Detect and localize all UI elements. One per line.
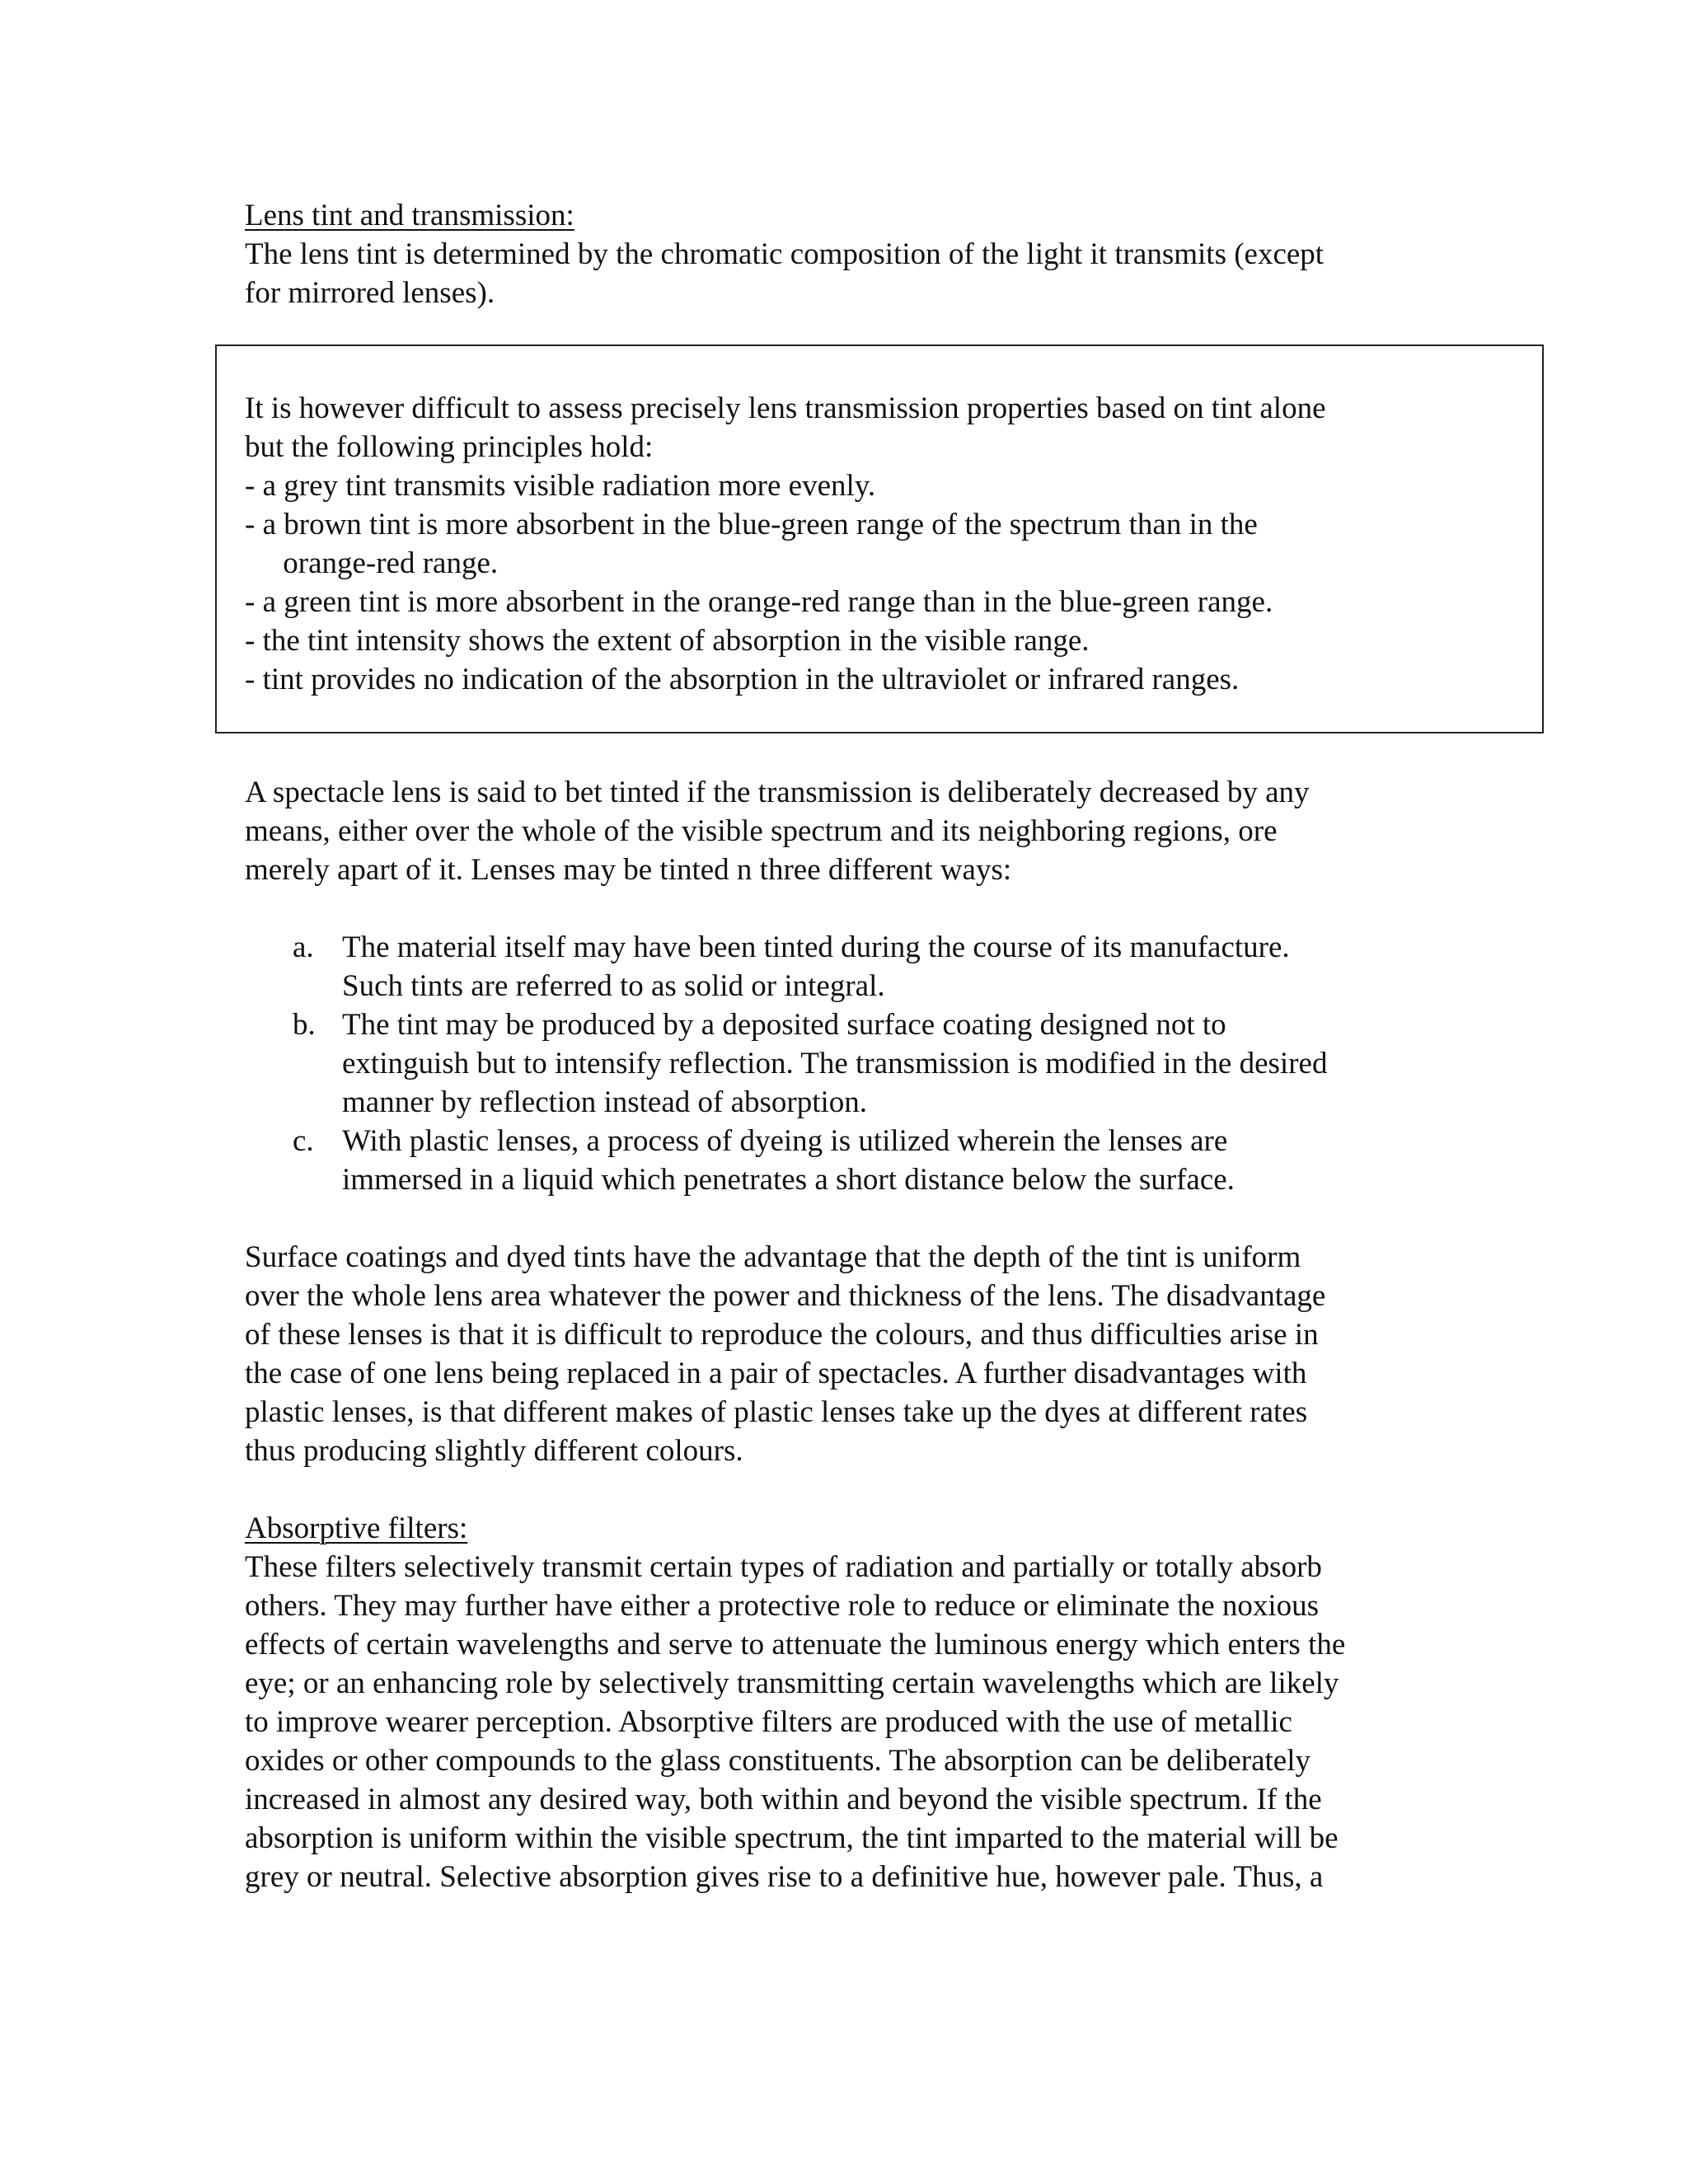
principle-item: - tint provides no indication of the absorption in the ultraviolet or infrared ranges. (245, 663, 1240, 696)
text-line: A spectacle lens is said to bet tinted if the transmission is deliberately decreased by any (245, 776, 1310, 809)
text-line: Surface coatings and dyed tints have the advantage that the depth of the tint is uniform (245, 1240, 1301, 1274)
text-line: others. They may further have either a protective role to reduce or eliminate the noxious (245, 1589, 1320, 1623)
text-line: The lens tint is determined by the chromatic composition of the light it transmits (except (245, 237, 1325, 271)
box-text-line: It is however difficult to assess precisely lens transmission properties based on tint alone (245, 391, 1326, 425)
text-line: to improve wearer perception. Absorptive filters are produced with the use of metallic (245, 1705, 1292, 1739)
list-item-text: extinguish but to intensify reflection. The transmission is modified in the desired (342, 1047, 1328, 1080)
list-item-text: The material itself may have been tinted during the course of its manufacture. (342, 930, 1290, 964)
principle-item: - a grey tint transmits visible radiation more evenly. (245, 469, 876, 503)
list-marker-a: a. (293, 930, 314, 964)
text-line: grey or neutral. Selective absorption gives rise to a definitive hue, however pale. Thus, a (245, 1860, 1324, 1894)
text-line: the case of one lens being replaced in a pair of spectacles. A further disadvantages with (245, 1357, 1307, 1390)
principle-item: - a green tint is more absorbent in the orange-red range than in the blue-green range. (245, 585, 1273, 619)
list-item-text: With plastic lenses, a process of dyeing is utilized wherein the lenses are (342, 1124, 1228, 1158)
section-heading-lens-tint: Lens tint and transmission: (245, 199, 574, 232)
text-line: plastic lenses, is that different makes of plastic lenses take up the dyes at different rates (245, 1395, 1308, 1429)
principle-item: - a brown tint is more absorbent in the blue-green range of the spectrum than in the (245, 508, 1258, 541)
text-line: effects of certain wavelengths and serve to attenuate the luminous energy which enters the (245, 1628, 1346, 1661)
list-item-text: immersed in a liquid which penetrates a short distance below the surface. (342, 1163, 1235, 1197)
principle-item: - the tint intensity shows the extent of absorption in the visible range. (245, 624, 1090, 658)
list-marker-b: b. (293, 1008, 316, 1042)
text-line: eye; or an enhancing role by selectively transmitting certain wavelengths which are likely (245, 1666, 1339, 1700)
text-line: These filters selectively transmit certain types of radiation and partially or totally absorb (245, 1550, 1322, 1584)
box-text-line: but the following principles hold: (245, 430, 654, 464)
text-line: over the whole lens area whatever the power and thickness of the lens. The disadvantage (245, 1279, 1326, 1313)
list-item-text: Such tints are referred to as solid or integral. (342, 969, 885, 1003)
text-line: absorption is uniform within the visible spectrum, the tint imparted to the material will be (245, 1821, 1339, 1855)
principle-item-continuation: orange-red range. (245, 546, 499, 580)
text-line: of these lenses is that it is difficult to reproduce the colours, and thus difficulties arise in (245, 1318, 1319, 1352)
list-item-text: manner by reflection instead of absorption. (342, 1085, 868, 1119)
text-line: for mirrored lenses). (245, 276, 495, 310)
text-line: thus producing slightly different colours. (245, 1434, 743, 1468)
text-line: means, either over the whole of the visible spectrum and its neighboring regions, ore (245, 814, 1278, 848)
list-item-text: The tint may be produced by a deposited surface coating designed not to (342, 1008, 1226, 1042)
text-line: oxides or other compounds to the glass constituents. The absorption can be deliberately (245, 1744, 1311, 1778)
text-line: merely apart of it. Lenses may be tinted n three different ways: (245, 853, 1012, 887)
section-heading-absorptive-filters: Absorptive filters: (245, 1511, 468, 1545)
list-marker-c: c. (293, 1124, 314, 1158)
text-line: increased in almost any desired way, both within and beyond the visible spectrum. If the (245, 1783, 1322, 1816)
